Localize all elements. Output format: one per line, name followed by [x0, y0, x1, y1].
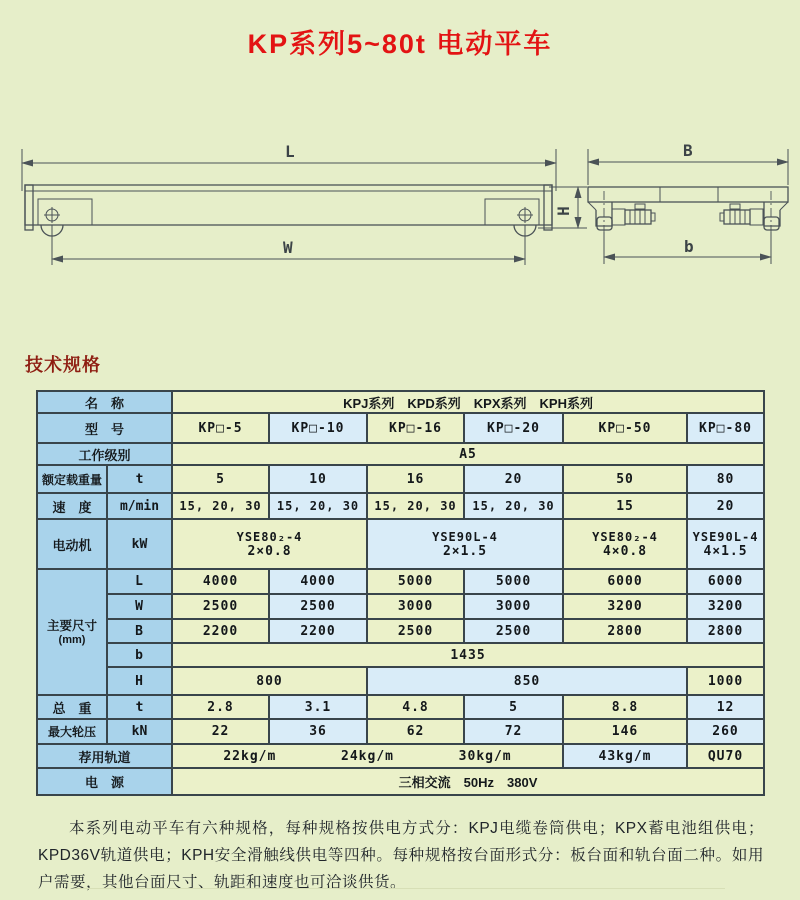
- cell-dim: 3200: [563, 594, 687, 619]
- dim-label-H: H: [554, 206, 573, 216]
- motor-power: 2×1.5: [442, 543, 488, 559]
- cell-dim: 2500: [367, 619, 464, 643]
- row-sublabel: H: [107, 667, 172, 695]
- row-unit: m/min: [107, 493, 172, 519]
- cell-load: 50: [563, 465, 687, 493]
- cell-pressure: 146: [563, 719, 687, 744]
- cell-pressure: 260: [687, 719, 764, 744]
- row-label: 型 号: [37, 413, 172, 443]
- row-label: 荐用轨道: [37, 744, 172, 768]
- cell-load: 20: [464, 465, 563, 493]
- dim-label-B: B: [683, 141, 693, 160]
- motor-model: YSE80₂-4: [592, 529, 658, 544]
- cell-weight: 12: [687, 695, 764, 719]
- cell-model: KP□-10: [269, 413, 367, 443]
- dim-label-b: b: [684, 237, 694, 256]
- cell-pressure: 22: [172, 719, 269, 744]
- cell-weight: 8.8: [563, 695, 687, 719]
- cell-rail: QU70: [687, 744, 764, 768]
- spec-table: [36, 390, 765, 796]
- cell-speed: 15, 20, 30: [172, 493, 269, 519]
- row-label: 电 源: [37, 768, 172, 795]
- cell-load: 10: [269, 465, 367, 493]
- section-title: 技术规格: [25, 355, 101, 375]
- cell-dim: 3000: [464, 594, 563, 619]
- end-view: [588, 141, 788, 264]
- cell-dim: 2500: [269, 594, 367, 619]
- cell-load: 5: [172, 465, 269, 493]
- cell-motor: [687, 519, 764, 569]
- footer-note: 本系列电动平车有六种规格，每种规格按供电方式分：KPJ电缆卷筒供电；KPX蓄电池组供电；KPD36V轨道供电；KPH安全滑触线供电等四种。每种规格按台面形式分：板台面和轨台面二种。如用户需要，其他台面尺寸、轨距和速度也可洽谈供货。: [38, 820, 764, 891]
- bottom-divider: [75, 888, 725, 889]
- cell-dim: 5000: [464, 569, 563, 594]
- cell-dim: 5000: [367, 569, 464, 594]
- cell-dim: 800: [172, 667, 367, 695]
- motor-power: 2×0.8: [247, 543, 292, 559]
- cell-pressure: 36: [269, 719, 367, 744]
- table-row-rail: [37, 744, 764, 768]
- row-sublabel: W: [107, 594, 172, 619]
- table-row-speed: [37, 493, 764, 519]
- row-label-dims: [37, 569, 107, 695]
- cell-speed: 15, 20, 30: [269, 493, 367, 519]
- cell-speed: 15, 20, 30: [464, 493, 563, 519]
- rail-value: 30kg/m: [458, 748, 512, 764]
- row-unit: kW: [107, 519, 172, 569]
- cell-model: KP□-80: [687, 413, 764, 443]
- cell-dim: 4000: [172, 569, 269, 594]
- table-row-weight: [37, 695, 764, 719]
- dims-unit-note: (mm): [58, 633, 86, 646]
- cell-weight: 5: [464, 695, 563, 719]
- motor-model: YSE80₂-4: [236, 529, 303, 544]
- cell-dim: 3200: [687, 594, 764, 619]
- rail-value: 24kg/m: [341, 748, 394, 764]
- row-label: 额定载重量: [37, 465, 107, 493]
- cell-speed: 15: [563, 493, 687, 519]
- cell-weight: 2.8: [172, 695, 269, 719]
- cell-dim: 2800: [687, 619, 764, 643]
- row-unit: kN: [107, 719, 172, 744]
- cell-rail-group: [172, 744, 563, 768]
- cell-dim: 6000: [563, 569, 687, 594]
- table-row-dim-b: [37, 643, 764, 667]
- table-row-power: [37, 768, 764, 795]
- row-sublabel: B: [107, 619, 172, 643]
- table-row-duty: [37, 443, 764, 465]
- cell-model: KP□-5: [172, 413, 269, 443]
- side-view: [22, 142, 587, 265]
- table-row-dim-H: [37, 667, 764, 695]
- row-label: 最大轮压: [37, 719, 107, 744]
- drawing-svg: [0, 125, 800, 295]
- cell-rail: 43kg/m: [563, 744, 687, 768]
- page-title: KP系列5~80t 电动平车: [247, 29, 553, 59]
- table-row-motor: [37, 519, 764, 569]
- table-row-name: [37, 391, 764, 413]
- row-label: 名 称: [37, 391, 172, 413]
- cell-dim: 850: [367, 667, 687, 695]
- cell-dim: 3000: [367, 594, 464, 619]
- cell-dim: 4000: [269, 569, 367, 594]
- cell-dim: 2500: [464, 619, 563, 643]
- cell-weight: 4.8: [367, 695, 464, 719]
- table-row-dim-B: [37, 619, 764, 643]
- cell-dim-gauge: 1435: [172, 643, 764, 667]
- cell-power-supply: 三相交流 50Hz 380V: [172, 768, 764, 795]
- motor-model: YSE90L-4: [432, 529, 498, 544]
- table-row-load: [37, 465, 764, 493]
- cell-weight: 3.1: [269, 695, 367, 719]
- cell-motor: [172, 519, 367, 569]
- table-row-dim-W: [37, 594, 764, 619]
- cell-load: 16: [367, 465, 464, 493]
- table-row-dim-L: [37, 569, 764, 594]
- cell-dim: 6000: [687, 569, 764, 594]
- cell-model: KP□-20: [464, 413, 563, 443]
- row-unit: t: [107, 465, 172, 493]
- cell-dim: 2800: [563, 619, 687, 643]
- cell-dim: 2200: [269, 619, 367, 643]
- cell-load: 80: [687, 465, 764, 493]
- cell-dim: 2500: [172, 594, 269, 619]
- cell-motor: [367, 519, 563, 569]
- motor-power: 4×0.8: [602, 543, 648, 559]
- rail-value: 22kg/m: [223, 748, 277, 764]
- row-sublabel: L: [107, 569, 172, 594]
- cell-series-names: KPJ系列 KPD系列 KPX系列 KPH系列: [172, 391, 764, 413]
- cell-dim: 1000: [687, 667, 764, 695]
- cell-pressure: 62: [367, 719, 464, 744]
- cell-duty-class: A5: [172, 443, 764, 465]
- table-row-model: [37, 413, 764, 443]
- motor-model: YSE90L-4: [692, 529, 759, 544]
- row-label: 电动机: [37, 519, 107, 569]
- technical-drawing: [0, 125, 800, 295]
- cell-speed: 15, 20, 30: [367, 493, 464, 519]
- row-sublabel: b: [107, 643, 172, 667]
- row-unit: t: [107, 695, 172, 719]
- dim-label-L: L: [285, 142, 295, 161]
- cell-motor: [563, 519, 687, 569]
- cell-model: KP□-50: [563, 413, 687, 443]
- row-label: 总 重: [37, 695, 107, 719]
- cell-model: KP□-16: [367, 413, 464, 443]
- motor-power: 4×1.5: [703, 543, 748, 559]
- cell-pressure: 72: [464, 719, 563, 744]
- cell-dim: 2200: [172, 619, 269, 643]
- row-label: 工作级别: [37, 443, 172, 465]
- dim-label-W: W: [283, 238, 293, 257]
- cell-speed: 20: [687, 493, 764, 519]
- dims-label: 主要尺寸: [46, 618, 97, 633]
- table-row-wheel-pressure: [37, 719, 764, 744]
- row-label: 速 度: [37, 493, 107, 519]
